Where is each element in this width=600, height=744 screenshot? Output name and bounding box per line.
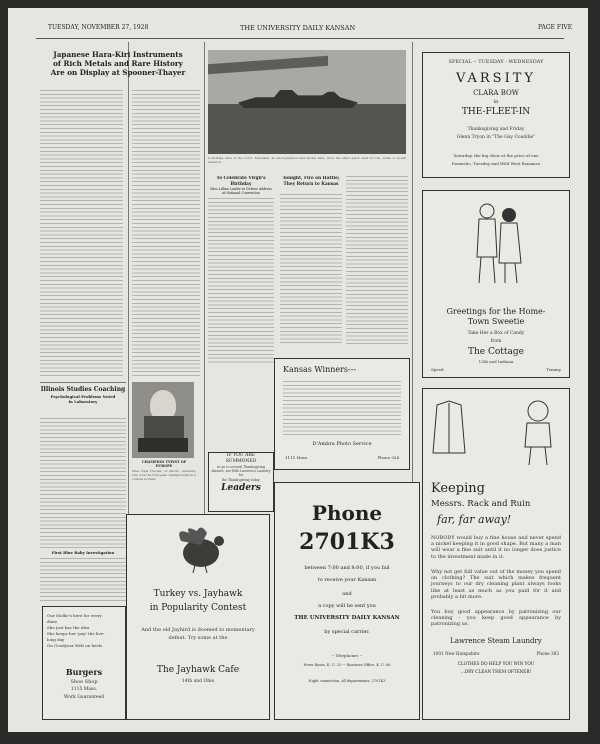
suit-illustration [429, 399, 469, 459]
newspaper-page [8, 8, 588, 732]
header-rule [36, 38, 564, 39]
couple-illustration [457, 197, 537, 287]
page-header [8, 22, 588, 34]
header-date: TUESDAY, NOVEMBER 27, 1928 [48, 24, 149, 31]
baby-article-text [40, 558, 126, 602]
battleship-caption: A striking view of the U.S.S. Maryland, as photographed and shown here, from the ship's pack used for the cruise to South America. [208, 156, 406, 164]
fire-article-text [280, 194, 342, 344]
man-illustration [513, 399, 563, 469]
baby-headline: First Blue Baby Investigation [51, 550, 115, 555]
virgil-headline: To Celebrate Virgil's Birthday Miss Lillian Lawler to Deliver Address at National Convention [210, 176, 272, 196]
cottage-candy-ad: Greetings for the Home- Town Sweetie Take Her a Box of Candy from The Cottage 13th and Indiana Speed Tommy [422, 190, 570, 378]
champion-typist-photo [132, 382, 194, 458]
turkey-jayhawk-ad: Turkey vs. Jayhawk in Popularity Contest And the old Jayhird is doomed to momentary defeat. Try some at the The Jayhawk Cafe 14th and Ohio [126, 514, 270, 720]
lead-headline: Japanese Hara-Kiri Instruments of Rich Metals and Rare History Are on Display at Spooner-Thayer [50, 50, 186, 77]
varsity-theatre-ad: SPECIAL -- TUESDAY - WEDNESDAY VARSITY CLARA BOW in THE-FLEET-IN Thanksgiving and Friday Glenn Tryon in "The Gay Coaddie" Saturday, the big show at the price of one Domestic, Tuesday and Wild West Romance [422, 52, 570, 178]
phone-2701k3-ad: Phone 2701K3 between 7:00 and 8:00, if you fail to receive your Kansan and a copy will be sent you THE UNIVERSITY DAILY KANSAN by special carrier. -- Telephones -- News Room, K. U. 25 --- Business Office, K. U. 66 Night connection, all departments, 2701K3 [274, 482, 420, 720]
fire-headline: Tonight, Fire on Hattie; They Return to Kansas [282, 176, 340, 187]
champion-caption: CHAMPION TYPIST OF EUROPE Miss Olga Fischer, of Berlin, Germany, who won the European championship in a contest in Paris. [132, 460, 196, 481]
burgers-ad: Our Mollie's here for every dime She just has the idea She keeps her 'pep' the live- long day On Goodyear Welt on heels Burgers Shoe Shop 1115 Mass. Work Guaranteed [42, 606, 126, 720]
illinois-headline: Illinois Studies Coaching Psychological Problems Noted in Laboratory [40, 386, 126, 404]
lead-article-text [40, 90, 123, 378]
header-page-number: PAGE FIVE [538, 24, 573, 31]
turkey-illustration [167, 525, 227, 575]
header-masthead: THE UNIVERSITY DAILY KANSAN [240, 24, 356, 32]
kansas-winners-ad: Kansas Winners--- D'Ambra Photo Service 1115 Mass. Phone 934 [274, 358, 410, 470]
virgil-article-text [208, 198, 274, 364]
lead-article-text-2 [132, 90, 200, 378]
right-article-text [346, 176, 408, 344]
laundry-small-ad: IF YOU ARE SUMMONED to go to several Thanksgiving dinners, see Bills Lawrence Laundry for the Thanksgiving today. Leaders [208, 452, 274, 512]
illinois-article-text [40, 418, 126, 548]
steam-laundry-ad: Keeping Messrs. Rack and Ruin far, far away! NOBODY would buy a fine house and never spend a nickel keeping it in good shape. But many a man will wear a fine suit until it no longer does justice to the investment made in it. Why not get full value out of the money you spend on clothing? The suit which makes frequent journeys to our dry cleaning plant always looks like at least as much as you paid for it and probably a bit more. You buy good appearance by patronizing our cleaning - you keep good appearance by patronizing us. Lawrence Steam Laundry 1001 New Hampshire Phone 383 CLOTHES DO HELP YOU WIN YOU ...DRY CLEAN THEM OFTENER! [422, 388, 570, 720]
battleship-photo [208, 50, 406, 154]
